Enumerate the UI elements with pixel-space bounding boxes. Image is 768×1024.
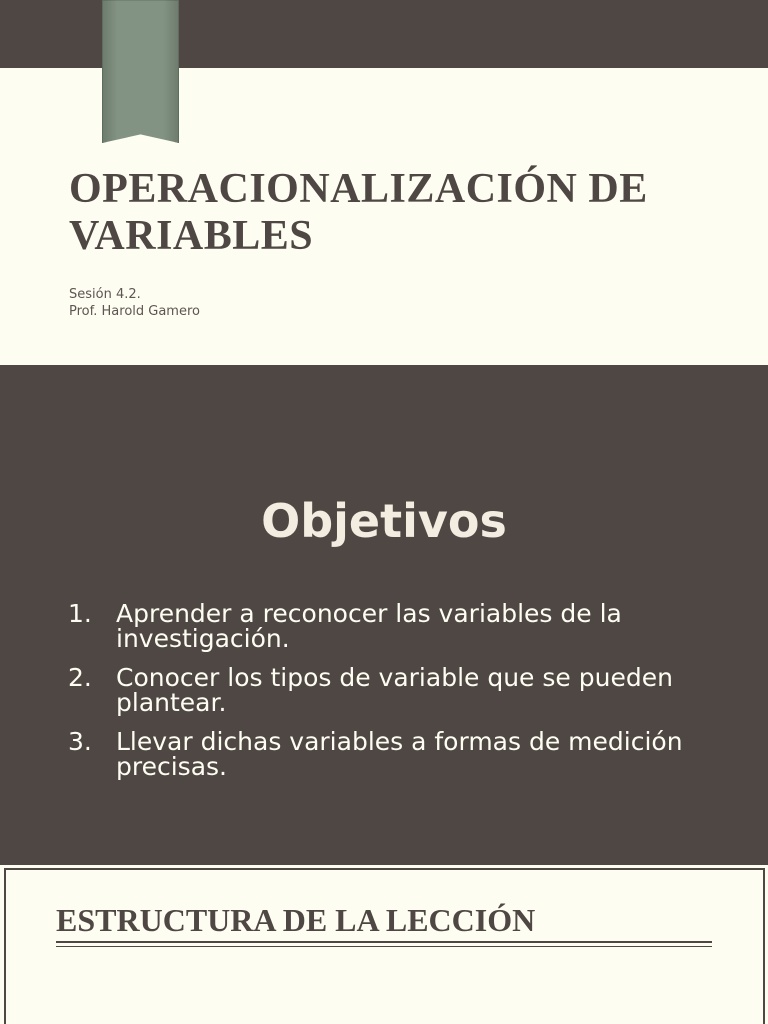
list-item-text: Llevar dichas variables a formas de medición precisas. [116,727,683,781]
professor-label: Prof. Harold Gamero [69,304,200,319]
slide-subtitle [69,286,200,320]
list-item-text: Aprender a reconocer las variables de la investigación. [116,599,622,653]
title-slide [0,0,768,365]
list-item-text: Conocer los tipos de variable que se pueden plantear. [116,663,673,717]
list-item [68,729,708,779]
objectives-list [68,601,708,793]
title-divider [56,941,712,947]
list-item-number: 3. [68,727,92,756]
list-item [68,665,708,715]
list-item [68,601,708,651]
bookmark-ribbon-shade [102,0,179,143]
list-item-number: 1. [68,599,92,628]
session-label: Sesión 4.2. [69,287,141,302]
structure-slide [0,865,768,1024]
objectives-heading: Objetivos [261,494,507,548]
list-item-number: 2. [68,663,92,692]
structure-heading: ESTRUCTURA DE LA LECCIÓN [56,902,536,938]
objectives-slide [0,365,768,865]
slide-title: OPERACIONALIZACIÓN DE VARIABLES [69,166,648,259]
